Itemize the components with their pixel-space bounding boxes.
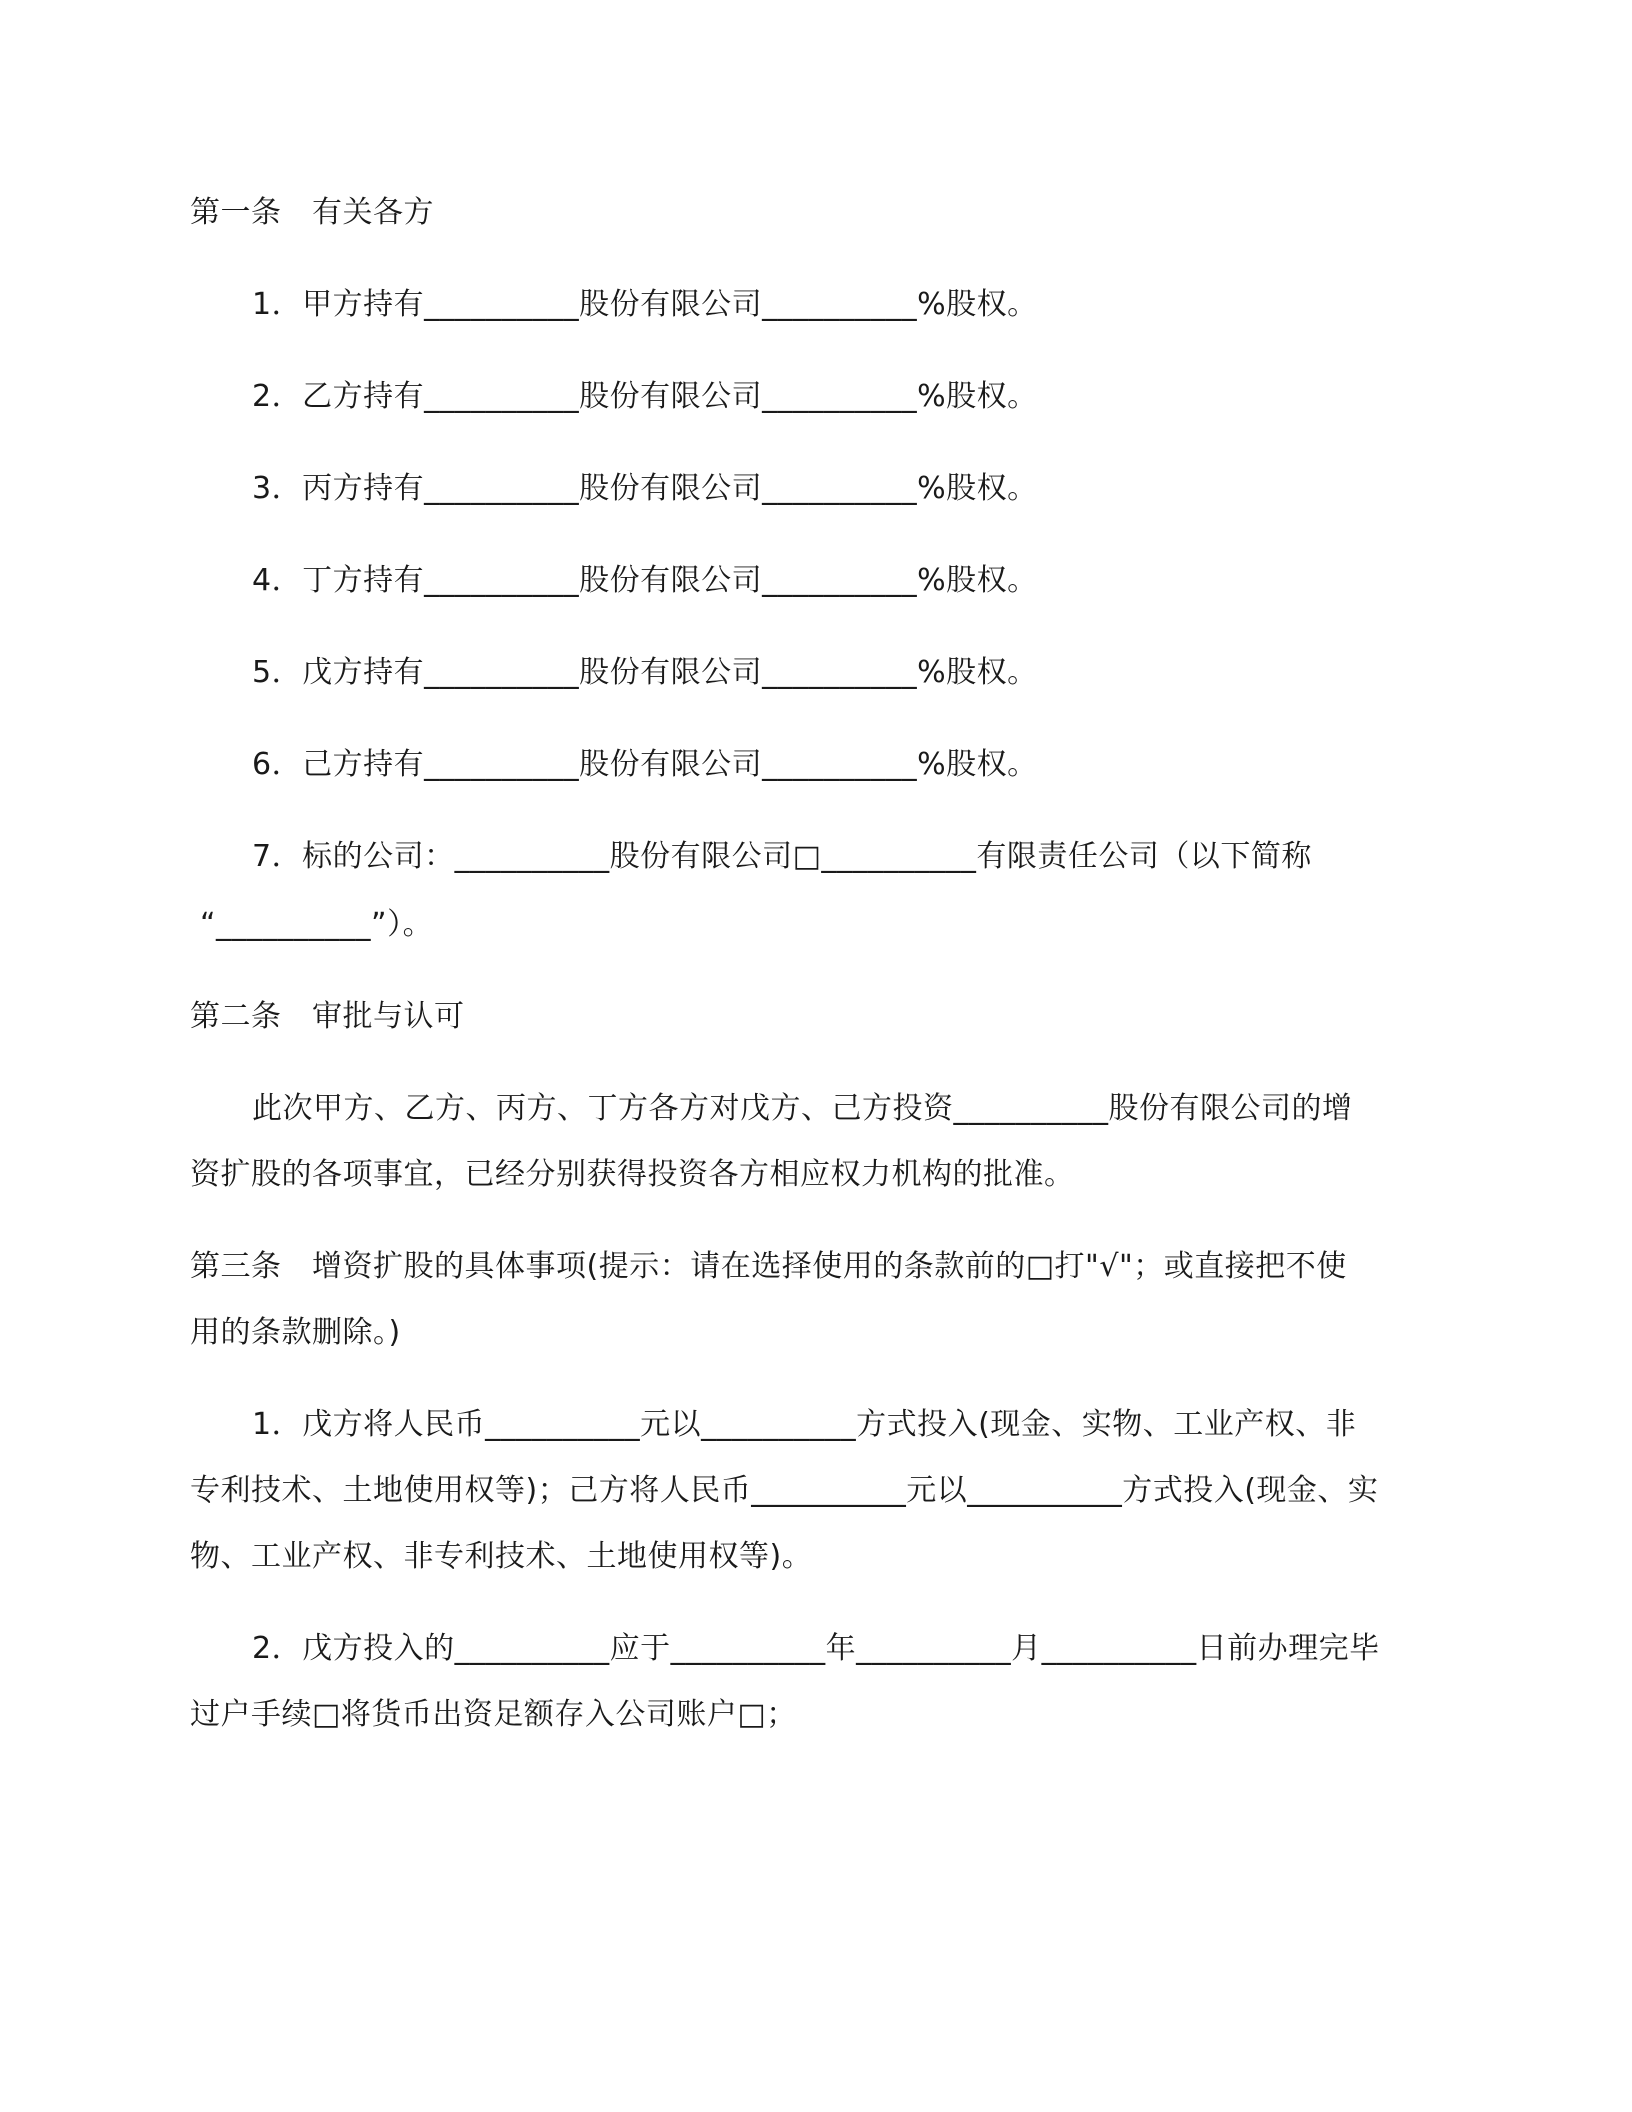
article-3-item-1-line-2: 专利技术、土地使用权等)；己方将人民币__________元以__________方式投入(现金、实 (190, 1473, 1379, 1508)
article-3-item-2-line-2: 过户手续□将货币出资足额存入公司账户□； (190, 1697, 797, 1732)
article-3-heading-line-1: 第三条 增资扩股的具体事项(提示：请在选择使用的条款前的□打"√"；或直接把不使 (190, 1249, 1347, 1284)
article-1-item-7-line-1: 7．标的公司：__________股份有限公司□__________有限责任公司（以下简称 (252, 839, 1312, 874)
article-3-item-1-line-3: 物、工业产权、非专利技术、土地使用权等)。 (190, 1539, 813, 1574)
article-1-item-1: 1．甲方持有__________股份有限公司__________%股权。 (252, 287, 1038, 322)
article-1-item-5: 5．戊方持有__________股份有限公司__________%股权。 (252, 655, 1038, 690)
article-1-item-7-line-2: “__________”）。 (200, 907, 434, 942)
article-3-item-1-line-1: 1．戊方将人民币__________元以__________方式投入(现金、实物、工业产权、非 (252, 1407, 1357, 1442)
article-2-heading: 第二条 审批与认可 (190, 999, 465, 1034)
article-1-item-6: 6．己方持有__________股份有限公司__________%股权。 (252, 747, 1038, 782)
article-1-item-3: 3．丙方持有__________股份有限公司__________%股权。 (252, 471, 1038, 506)
article-2-body-line-2: 资扩股的各项事宜，已经分别获得投资各方相应权力机构的批准。 (190, 1157, 1075, 1192)
article-1-item-2: 2．乙方持有__________股份有限公司__________%股权。 (252, 379, 1038, 414)
article-2-body-line-1: 此次甲方、乙方、丙方、丁方各方对戊方、己方投资__________股份有限公司的增 (252, 1091, 1353, 1126)
article-3-item-2-line-1: 2．戊方投入的__________应于__________年__________月__________日前办理完毕 (252, 1631, 1380, 1666)
article-1-item-4: 4．丁方持有__________股份有限公司__________%股权。 (252, 563, 1038, 598)
article-3-heading-line-2: 用的条款删除。) (190, 1315, 401, 1350)
article-1-heading: 第一条 有关各方 (190, 195, 434, 230)
